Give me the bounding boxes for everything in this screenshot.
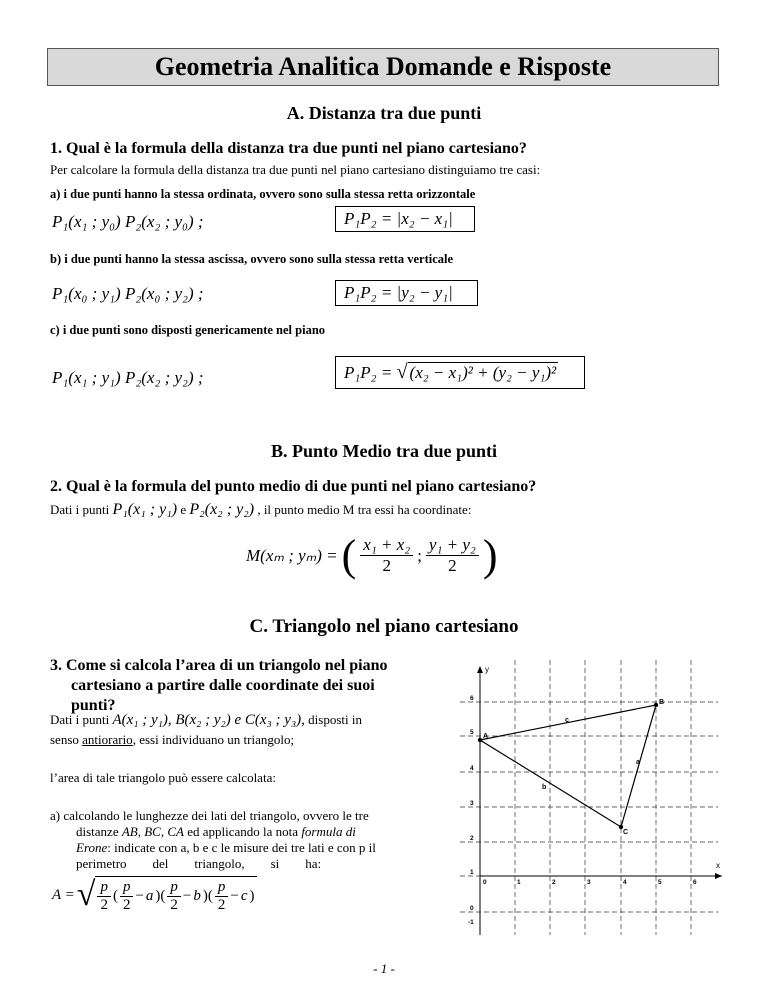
y-tick-label: 3 (470, 800, 474, 807)
area-text: l’area di tale triangolo può essere calcolata: (50, 770, 276, 785)
case-b-formula: P₁P₂ = |y₂ − y₁| (335, 280, 478, 306)
case-b-label: b) i due punti hanno la stessa ascissa, ovvero sono sulla stessa retta verticale (50, 252, 454, 266)
point-b (654, 703, 658, 707)
x-tick-label: 5 (658, 879, 662, 886)
label-c: C (623, 829, 629, 836)
question-1: 1. Qual è la formula della distanza tra due punti nel piano cartesiano? (50, 140, 527, 157)
midpoint-frac-x: $\frac{\text{x₁ + x₂}}{2}$ (360, 535, 413, 576)
case-a-points: P₁(x₁ ; y₀) P₂(x₂ ; y₀) ; (52, 212, 204, 231)
section-c-intro-1: Dati i punti A(x₁ ; y₁), B(x₂ ; y₂) e C(x₃ ; y₃), disposti in (50, 712, 362, 728)
point-a (478, 738, 482, 742)
y-tick-label: 4 (470, 765, 474, 772)
question-2: 2. Qual è la formula del punto medio di due punti nel piano cartesiano? (50, 478, 537, 495)
y-tick-label: 2 (470, 835, 474, 842)
case-c-points: P₁(x₁ ; y₁) P₂(x₂ ; y₂) ; (52, 368, 204, 387)
y-tick-label: 6 (470, 695, 474, 702)
label-b: B (659, 699, 665, 706)
label-a: A (483, 733, 489, 740)
section-c-intro-2: senso antiorario, essi individuano un triangolo; (50, 732, 295, 747)
page-number: - 1 - (373, 961, 395, 976)
midpoint-lhs: M(xₘ ; yₘ) = (246, 545, 338, 565)
case-c-formula: P₁P₂ = √ (x₂ − x₁)² + (y₂ − y₁)² (335, 356, 585, 389)
case-a-label: a) i due punti hanno la stessa ordinata, ovvero sono sulla stessa retta orizzontale (50, 187, 476, 201)
heron-formula: A = √ $\frac{p}{2}$ ( $\frac{p}{2}$ − a )( $\frac{p}{2}$ − b )( $\frac{p}{2}$ − c ) (52, 876, 255, 913)
page-title: Geometria Analitica Domande e Risposte (47, 48, 719, 86)
x-tick-label: 0 (483, 879, 487, 886)
y-tick-label: 1 (470, 869, 474, 876)
y-axis-label: y (485, 665, 489, 674)
section-b-intro: Dati i punti P₁(x₁ ; y₁) e P₂(x₂ ; y₂) , il punto medio M tra essi ha coordinate: (50, 501, 472, 518)
section-a-heading: A. Distanza tra due punti (286, 103, 482, 123)
point-p2: P₂(x₂ ; y₂) (189, 501, 255, 518)
question-3: 3. Come si calcola l’area di un triangolo nel piano cartesiano a partire dalle coordinate dei suoi punti? (50, 657, 388, 714)
case-c-formula-radicand: (x₂ − x₁)² + (y₂ − y₁)² (409, 363, 557, 382)
case-c-label: c) i due punti sono disposti genericamente nel piano (50, 323, 326, 337)
section-a-intro: Per calcolare la formula della distanza tra due punti nel piano cartesiano distinguiamo tre casi: (50, 162, 541, 177)
x-tick-label: 6 (693, 879, 697, 886)
x-axis-label: x (716, 861, 720, 870)
y-tick-label: 5 (470, 729, 474, 736)
section-c-heading: C. Triangolo nel piano cartesiano (249, 616, 519, 637)
midpoint-frac-y: $\frac{\text{y₁ + y₂}}{2}$ (426, 535, 479, 576)
side-label-c: c (565, 717, 569, 724)
y-tick-label: -1 (468, 919, 474, 926)
triangle-graph (460, 660, 728, 940)
case-b-points: P₁(x₀ ; y₁) P₂(x₀ ; y₂) ; (52, 284, 204, 303)
x-tick-label: 4 (623, 879, 627, 886)
midpoint-formula: M(xₘ ; yₘ) = ( $\frac{\text{x₁ + x₂}}{2}$ ; $\frac{\text{y₁ + y₂}}{2}$ ) (246, 531, 498, 580)
case-c-formula-lhs: P₁P₂ = (344, 363, 397, 382)
x-tick-label: 1 (517, 879, 521, 886)
heron-item: a) calcolando le lunghezze dei lati del triangolo, ovvero le tre distanze AB, BC, CA ed applicando la nota formula di Erone: indicate con a, b e c le misure dei tre lati e con p il perimetro del triangolo, si ha: (50, 808, 376, 871)
section-b-heading: B. Punto Medio tra due punti (270, 441, 498, 461)
x-tick-label: 2 (552, 879, 556, 886)
point-p1: P₁(x₁ ; y₁) (112, 501, 178, 518)
case-a-formula: P₁P₂ = |x₂ − x₁| (335, 206, 475, 232)
y-tick-label: 0 (470, 905, 474, 912)
x-tick-label: 3 (587, 879, 591, 886)
side-label-b: b (542, 784, 547, 791)
side-label-a: a (636, 759, 640, 766)
